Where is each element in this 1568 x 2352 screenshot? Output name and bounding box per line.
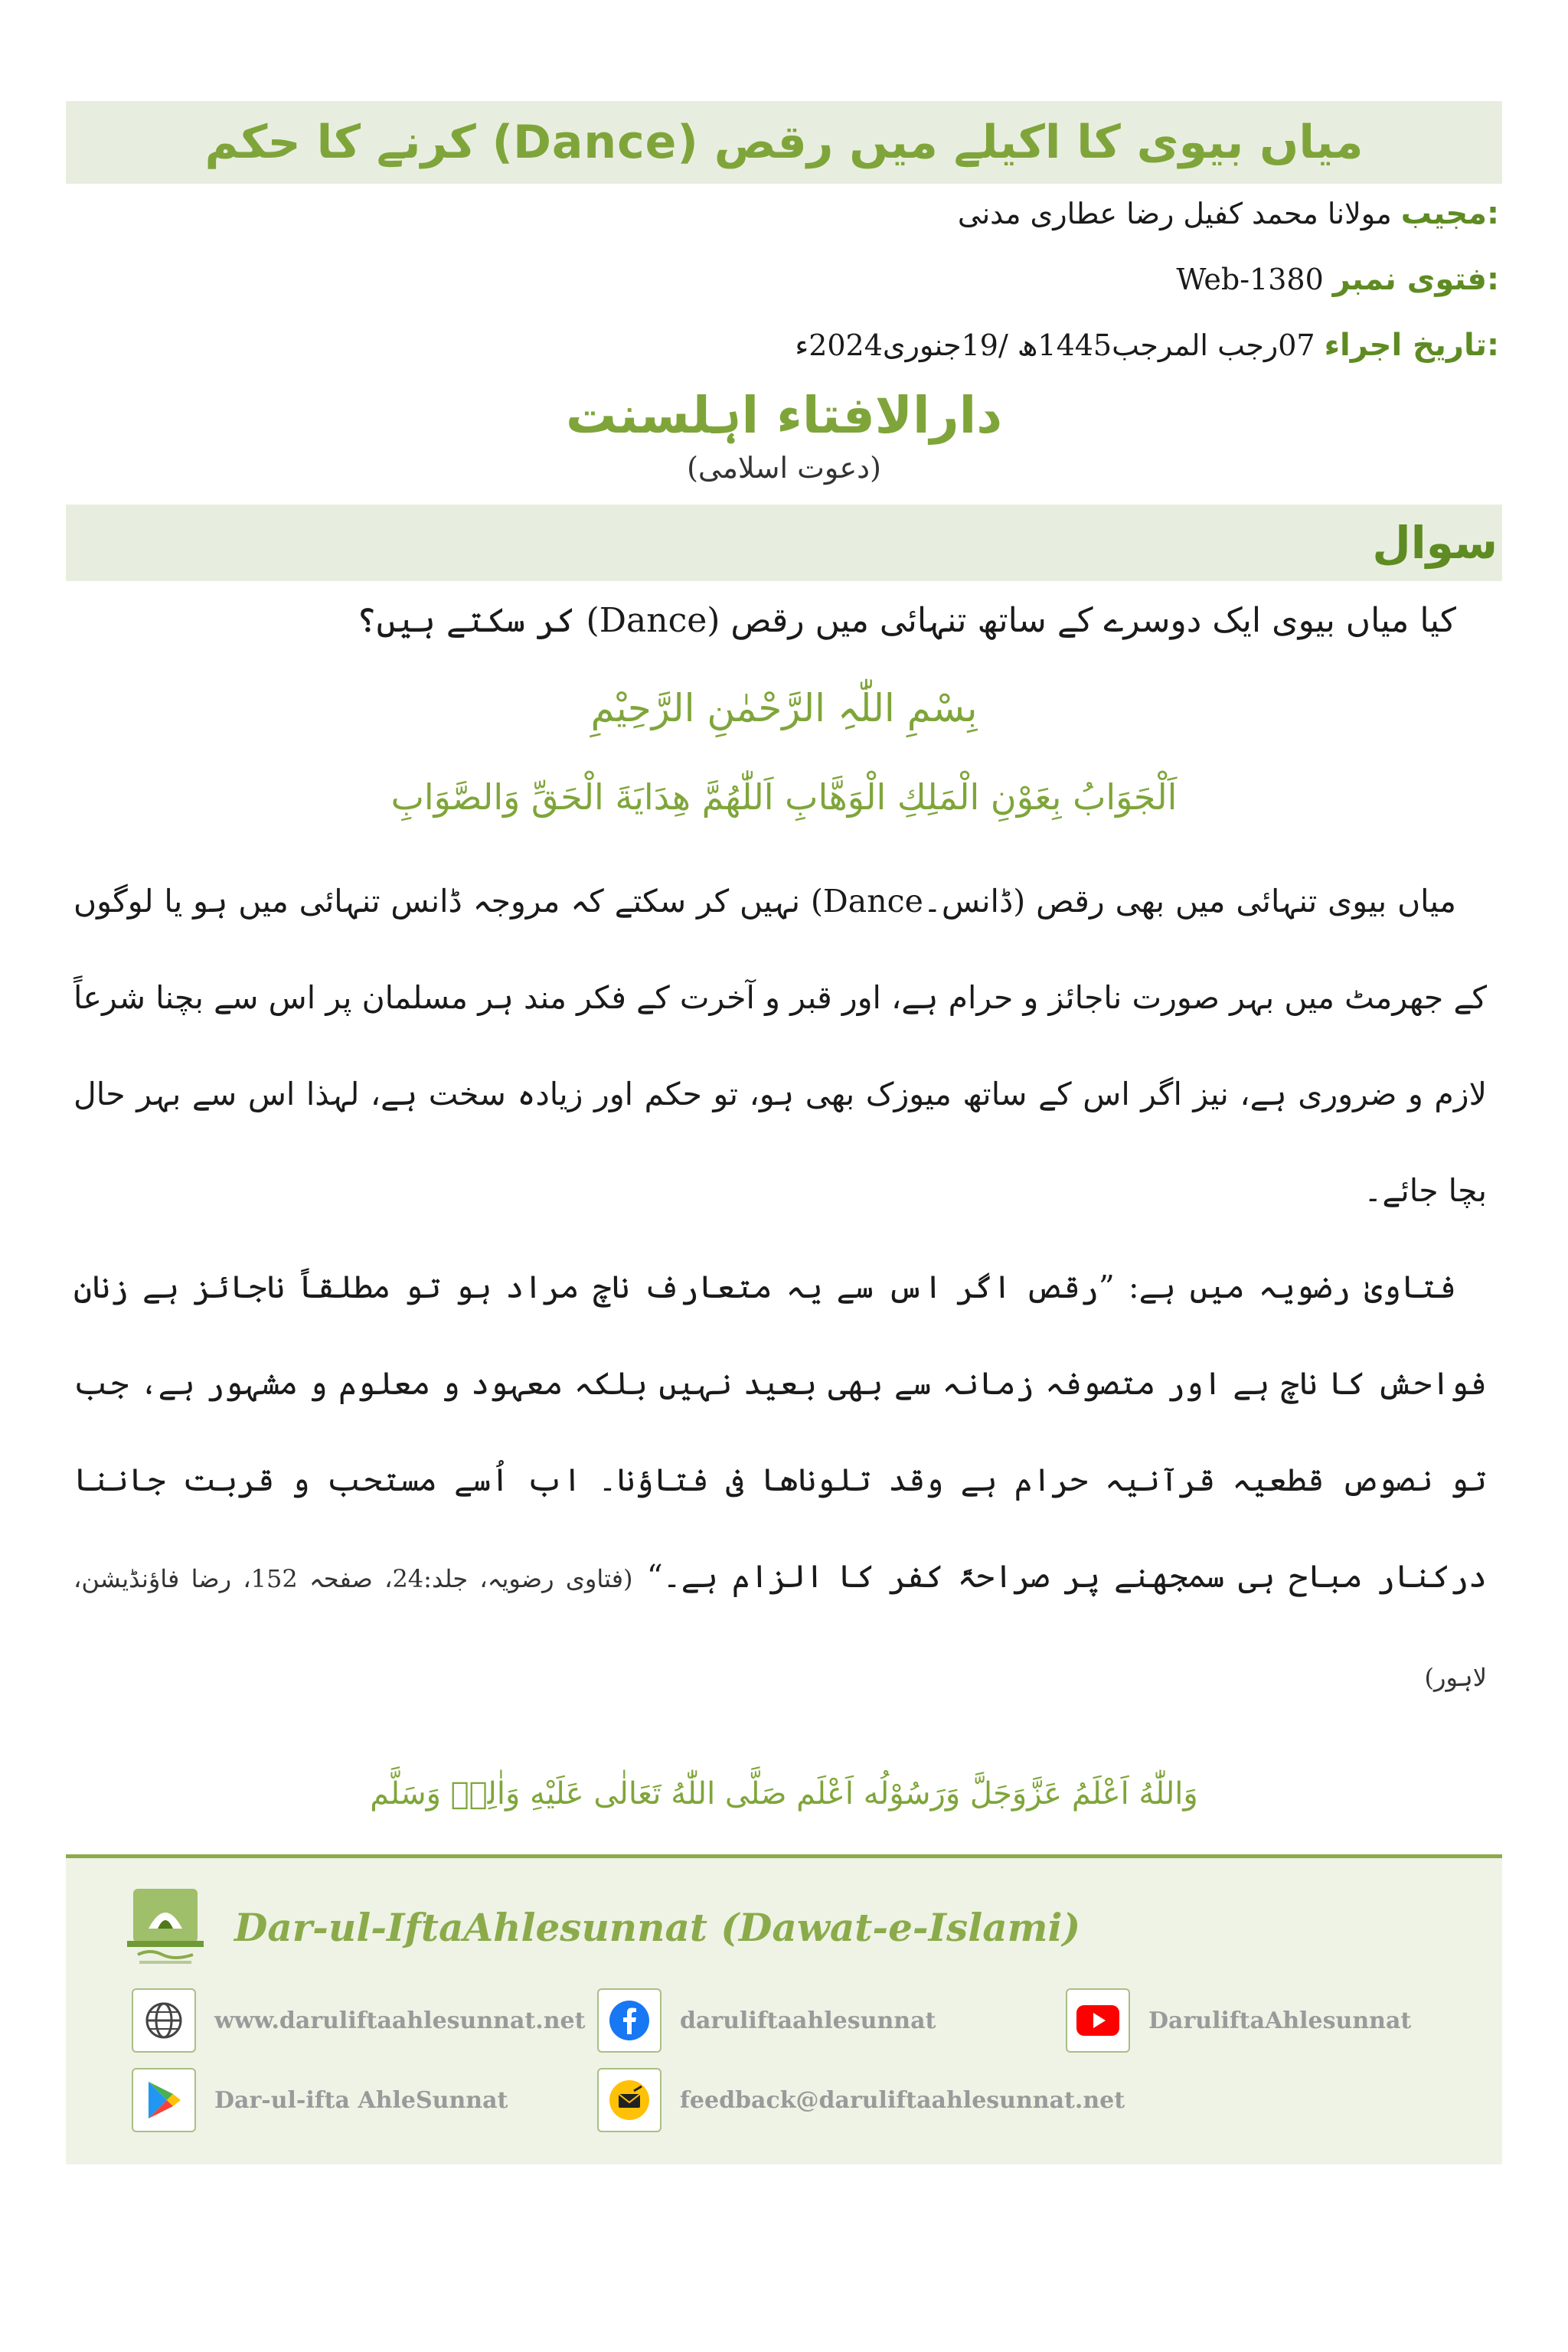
page-title: میاں بیوی کا اکیلے میں رقص (Dance) کرنے کا حکم xyxy=(204,116,1364,169)
youtube-link[interactable] xyxy=(1066,1988,1411,2053)
issue-date-value: 07رجب المرجب1445ھ /19جنوری2024ء xyxy=(795,328,1315,362)
fatwa-number-label: فتوی نمبر: xyxy=(1332,262,1499,297)
mujeeb-label: مجیب: xyxy=(1400,196,1499,231)
play-store-link[interactable] xyxy=(132,2068,508,2132)
issue-date-label: تاریخ اجراء: xyxy=(1324,328,1499,363)
issue-date-row xyxy=(66,328,1502,363)
website-link[interactable] xyxy=(132,1988,585,2053)
footer xyxy=(66,1854,1502,2164)
footer-brand xyxy=(119,1881,1080,1973)
youtube-link-text: DaruliftaAhlesunnat xyxy=(1148,2007,1412,2034)
reference-text: (فتاوی رضویہ، جلد:24، صفحہ 152، رضا فاؤنڈیشن، لاہور) xyxy=(74,1564,1487,1692)
facebook-link[interactable] xyxy=(597,1988,936,2053)
facebook-link-text: daruliftaahlesunnat xyxy=(680,2007,936,2034)
answer-body xyxy=(66,853,1502,1726)
youtube-icon xyxy=(1066,1988,1130,2053)
mail-icon xyxy=(597,2068,662,2132)
question-banner xyxy=(66,505,1502,581)
play-store-link-text: Dar-ul-ifta AhleSunnat xyxy=(214,2086,508,2114)
organization-name: دارالافتاء اہلسنت xyxy=(565,386,1003,445)
fatwa-number-value: Web-1380 xyxy=(1176,263,1324,296)
question-text: کیا میاں بیوی ایک دوسرے کے ساتھ تنہائی میں رقص (Dance) کر سکتے ہیں؟ xyxy=(356,601,1456,640)
mujeeb-row xyxy=(66,196,1502,231)
footer-brand-name: Dar-ul-IftaAhlesunnat (Dawat-e-Islami) xyxy=(234,1904,1081,1950)
facebook-icon xyxy=(597,1988,662,2053)
darulifta-logo-icon xyxy=(119,1881,211,1973)
fatwa-number-row xyxy=(66,262,1502,297)
quote-text: فتاویٰ رضویہ میں ہے: ”رقص اگر اس سے یہ متعارف ناچ مراد ہو تو مطلقاً ناجائز ہے زنانِ فواحش کا ناچ ہے اور متصوفہ زمانہ سے بھی بعید نہیں بلکہ معہود و معلوم و مشہور ہے، جب تو نصوص قطعیہ قرآنیہ حرام ہے وقد تلوناها فی فتاؤنا۔ اب اُسے مستحب و قربت جاننا درکنار مباح ہی سمجھنے پر صراحۃً کفر کا الزام ہے۔“ xyxy=(74,1269,1488,1595)
bismillah: بِسْمِ اللّٰہِ الرَّحْمٰنِ الرَّحِیْمِ xyxy=(590,686,978,730)
answer-paragraph-1: میاں بیوی تنہائی میں بھی رقص (ڈانس۔Dance) نہیں کر سکتے کہ مروجہ ڈانس تنہائی میں ہو یا لوگوں کے جھرمٹ میں بہر صورت ناجائز و حرام ہے، اور قبر و آخرت کے فکر مند ہر مسلمان پر اس سے بچنا شرعاً لازم و ضروری ہے، نیز اگر اس کے ساتھ میوزک بھی ہو، تو حکم اور زیادہ سخت ہے، لہذا اس سے بہر حال بچا جائے۔ xyxy=(74,883,1487,1209)
closing-dua: وَاللّٰهُ اَعْلَمُ عَزَّوَجَلَّ وَرَسُوْلُه اَعْلَم صَلَّی اللّٰهُ تَعَالٰی عَلَیْهِ وَاٰلِهٖ وَسَلَّم xyxy=(370,1776,1198,1811)
answer-opening: اَلْجَوَابُ بِعَوْنِ الْمَلِكِ الْوَهَّابِ اَللّٰهُمَّ هِدَايَةَ الْحَقِّ وَالصَّوَابِ xyxy=(390,776,1178,818)
email-link-text: feedback@daruliftaahlesunnat.net xyxy=(680,2086,1125,2114)
website-link-text: www.daruliftaahlesunnat.net xyxy=(214,2007,586,2034)
mujeeb-value: مولانا محمد کفیل رضا عطاری مدنی xyxy=(957,197,1392,230)
fatwa-page xyxy=(66,101,1502,2164)
organization-heading xyxy=(66,386,1502,485)
email-link[interactable] xyxy=(597,2068,1125,2132)
answer-paragraph-2 xyxy=(74,1239,1487,1726)
title-banner xyxy=(66,101,1502,184)
question-label: سوال xyxy=(1372,517,1498,569)
play-store-icon xyxy=(132,2068,196,2132)
globe-icon xyxy=(132,1988,196,2053)
organization-subtitle: (دعوت اسلامی) xyxy=(687,451,881,485)
